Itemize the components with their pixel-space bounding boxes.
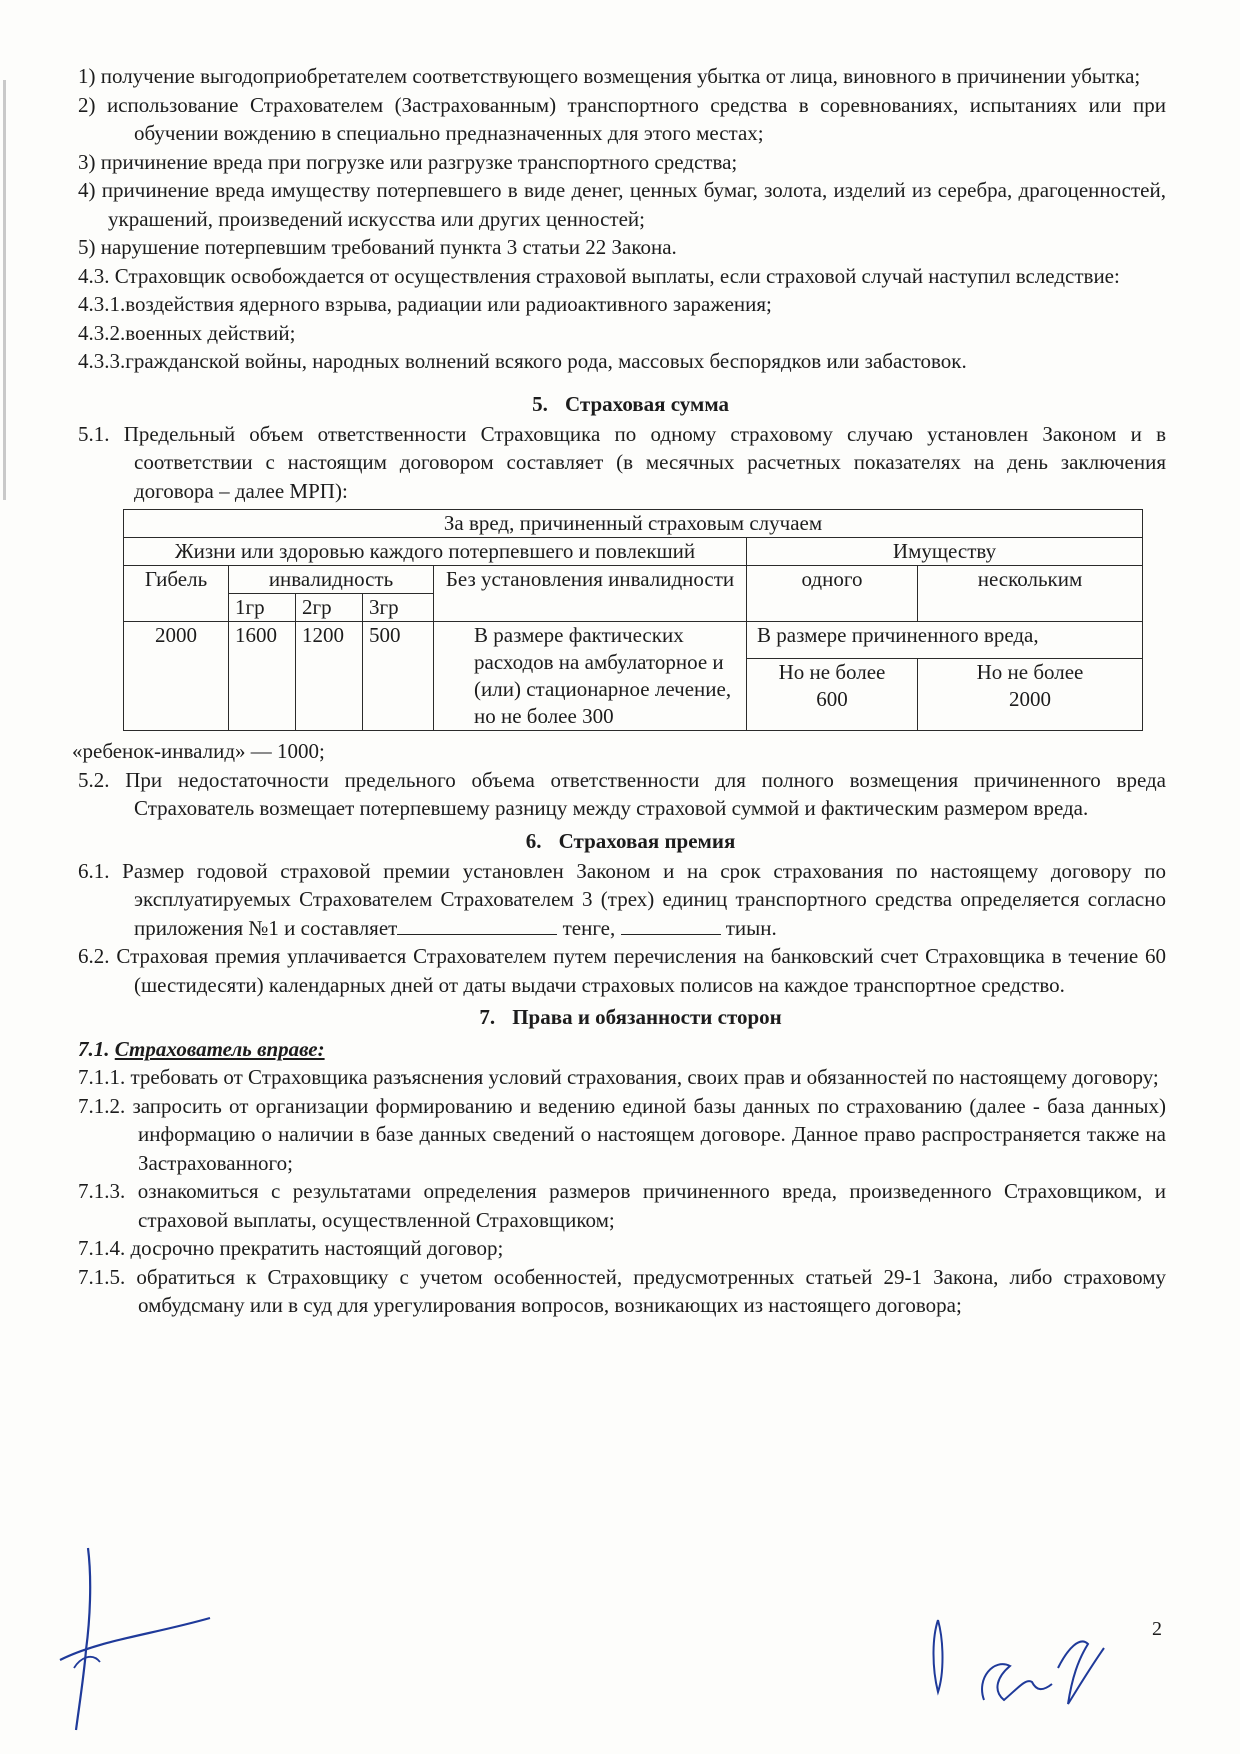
subsection-7-1-heading (78, 1035, 1166, 1063)
subsection-7-1-number: 7.1. (78, 1037, 110, 1061)
clause-7-1-4: 7.1.4. досрочно прекратить настоящий договор; (78, 1236, 504, 1260)
list-item-4: 4) причинение вреда имуществу потерпевшего в виде денег, ценных бумаг, золота, изделий из серебра, драгоценностей, украшений, произведений искусства или других ценностей; (78, 178, 1166, 231)
signature-right (928, 1608, 1128, 1718)
signature-left (40, 1540, 230, 1740)
section-7-number: 7. (479, 1005, 496, 1029)
table-several-header: нескольким (918, 566, 1143, 622)
table-no-disability-header: Без установления инвалидности (434, 566, 747, 622)
section-6-number: 6. (525, 828, 542, 853)
clause-4-3-3: 4.3.3.гражданской войны, народных волнений всякого рода, массовых беспорядков или забастовок. (78, 349, 967, 373)
scan-edge-artifact (3, 80, 6, 500)
clause-7-1-3: 7.1.3. ознакомиться с результатами определения размеров причиненного вреда, произведенного Страховщиком, и страховой выплаты, осуществленной Страховщиком; (78, 1179, 1166, 1232)
premium-amount-blank (397, 916, 557, 935)
section-6-title: Страховая премия (558, 828, 736, 853)
table-group-3: 3гр (363, 594, 434, 622)
clause-5-1: 5.1. Предельный объем ответственности Страховщика по одному страховому случаю установлен Законом и в соответствии с настоящим договором составляет (в месячных расчетных показателях на день заключения договора – далее МРП): (78, 421, 1166, 503)
table-property-header: Имуществу (747, 538, 1143, 566)
clause-6-1-text: 6.1. Размер годовой страховой премии установлен Законом и на срок страхования по настоящему договору по эксплуатируемых Страхователем Страхователем 3 (трех) единиц транспортного средства определяется согласно приложения №1 и составляет (78, 858, 1166, 940)
list-item-2: 2) использование Страхователем (Застрахованным) транспортного средства в соревнованиях, испытаниях или при обучении вождению в специально предназначенных для этого местах; (78, 92, 1166, 145)
clause-4-3: 4.3. Страховщик освобождается от осуществления страховой выплаты, если страховой случай наступил вследствие: (78, 263, 1120, 288)
subsection-7-1-title: Страхователь вправе: (114, 1037, 325, 1061)
table-value-one: Но не более 600 (747, 658, 918, 730)
table-value-several: Но не более 2000 (918, 658, 1143, 730)
table-one-header: одного (747, 566, 918, 622)
clause-7-1-1: 7.1.1. требовать от Страховщика разъяснения условий страхования, своих прав и обязанностей по настоящему договору; (78, 1065, 1159, 1089)
section-7-heading (78, 1003, 1166, 1031)
premium-tiyn-blank (621, 916, 721, 935)
section-7-title: Права и обязанности сторон (512, 1005, 782, 1029)
clause-6-2: 6.2. Страховая премия уплачивается Страхователем путем перечисления на банковский счет Страховщика в течение 60 (шестидесяти) календарных дней от даты выдачи страховых полисов на каждое транспортное средство. (78, 944, 1166, 997)
list-item-3: 3) причинение вреда при погрузке или разгрузке транспортного средства; (78, 149, 738, 174)
currency-tiyn: тиын. (725, 915, 777, 940)
table-disability-header: инвалидность (229, 566, 434, 594)
table-value-group-3: 500 (363, 622, 434, 731)
page-number: 2 (1152, 1618, 1162, 1640)
table-value-death: 2000 (124, 622, 229, 731)
document-body (72, 62, 1166, 1320)
clause-4-3-2: 4.3.2.военных действий; (78, 320, 296, 345)
table-group-2: 2гр (296, 594, 363, 622)
table-header: За вред, причиненный страховым случаем (124, 510, 1143, 538)
clause-5-2: 5.2. При недостаточности предельного объема ответственности для полного возмещения причиненного вреда Страхователь возмещает потерпевшему разницу между страховой суммой и фактическим размером вреда. (78, 767, 1166, 820)
section-5-title: Страховая сумма (564, 391, 729, 416)
list-item-1: 1) получение выгодоприобретателем соответствующего возмещения убытка от лица, виновного в причинении убытка; (78, 64, 1141, 88)
table-death-header: Гибель (124, 566, 229, 622)
section-6-heading (78, 827, 1166, 855)
liability-table (123, 509, 1143, 731)
table-value-no-disability: В размере фактических расходов на амбулаторное и (или) стационарное лечение, но не более 300 (434, 622, 747, 731)
currency-tenge: тенге, (562, 915, 616, 940)
section-5-heading (78, 390, 1166, 418)
list-item-5: 5) нарушение потерпевшим требований пункта 3 статьи 22 Закона. (78, 235, 677, 259)
clause-4-3-1: 4.3.1.воздействия ядерного взрыва, радиации или радиоактивного заражения; (78, 292, 772, 316)
clause-7-1-5: 7.1.5. обратиться к Страховщику с учетом особенностей, предусмотренных статьей 29-1 Закона, либо страховому омбудсману или в суд для урегулирования вопросов, возникающих из настоящего договора; (78, 1264, 1166, 1317)
table-value-group-2: 1200 (296, 622, 363, 731)
table-value-group-1: 1600 (229, 622, 296, 731)
clause-7-1-2: 7.1.2. запросить от организации формированию и ведению единой базы данных по страхованию (далее - база данных) информацию о наличии в базе данных сведений о настоящем договоре. Данное право распространяется также на Застрахованного; (78, 1093, 1166, 1175)
child-disabled-note: «ребенок-инвалид» — 1000; (72, 739, 325, 763)
table-group-1: 1гр (229, 594, 296, 622)
table-life-header: Жизни или здоровью каждого потерпевшего и повлекший (124, 538, 747, 566)
section-5-number: 5. (532, 391, 548, 416)
clause-6-1 (78, 857, 1166, 943)
table-value-property: В размере причиненного вреда, (747, 622, 1143, 659)
